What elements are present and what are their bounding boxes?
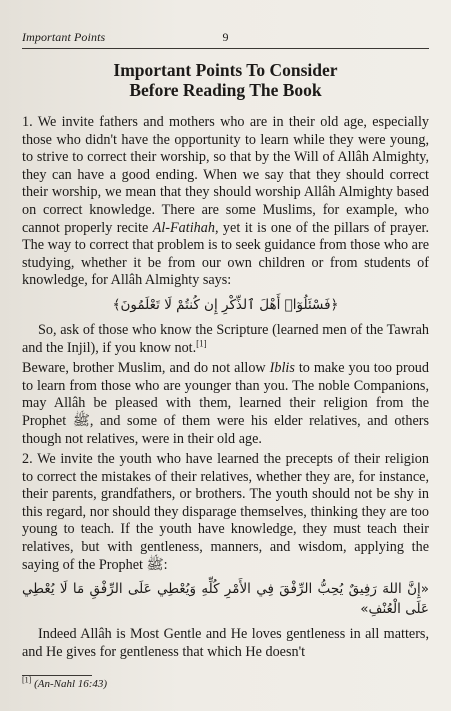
emphasis-iblis: Iblis bbox=[269, 360, 295, 377]
footnote-divider bbox=[22, 675, 92, 676]
paragraph-beware: Beware, brother Muslim, and do not allow Iblis to make you too proud to learn from those who are younger than you. The noble Companions, may Allâh be pleased with them, learned their religion from the Prophet ﷺ, and some of them were his elder relatives, and others though not relatives, were in their old age. bbox=[22, 360, 429, 447]
verse-translation: So, ask of those who know the Scripture (learned men of the Tawrah and the Injil), if you know not.[1] bbox=[22, 321, 429, 356]
footnote-number: [1] bbox=[22, 675, 32, 685]
running-head-title: Important Points bbox=[22, 30, 106, 44]
arabic-hadith: «إِنَّ اللهَ رَفِيقٌ يُحِبُّ الرِّفْقَ فِي الأَمْرِ كُلِّهِ وَيُعْطِي عَلَى الرِّفْقِ مَا لَا يُعْطِي عَلَى الْعُنْفِ» bbox=[22, 581, 429, 618]
running-head bbox=[22, 30, 429, 49]
footnote-text: (An-Nahl 16:43) bbox=[34, 678, 108, 690]
page-number: 9 bbox=[222, 30, 229, 44]
footnote-reference[interactable]: [1] bbox=[196, 337, 207, 348]
arabic-verse-quran: ﴿فَسْئَلُوٓا۟ أَهْلَ ٱلذِّكْرِ إِن كُنتُمْ لَا تَعْلَمُونَ﴾ bbox=[112, 296, 339, 313]
chapter-title-line-1: Important Points To Consider bbox=[113, 60, 338, 80]
chapter-title bbox=[22, 60, 429, 100]
emphasis-al-fatihah: Al-Fatihah bbox=[152, 219, 215, 236]
paragraph-point-2: 2. We invite the youth who have learned the precepts of their religion to correct the mistakes of their relatives, whether they are, for instance, their parents, grandfathers, or brothers. The youth should not be shy in this regard, nor should they disparage themselves, thinking they are too young to teach. If the youth have knowledge, they must teach their relatives, but with gentleness, manners, and wisdom, applying the saying of the Prophet ﷺ: bbox=[22, 451, 429, 573]
footnote bbox=[22, 675, 429, 690]
hadith-translation: Indeed Allâh is Most Gentle and He loves gentleness in all matters, and He gives for gentleness that which He doesn't bbox=[22, 626, 429, 660]
body-text bbox=[22, 114, 429, 661]
chapter-title-line-2: Before Reading The Book bbox=[129, 80, 322, 100]
paragraph-point-1: 1. We invite fathers and mothers who are in their old age, especially those who didn't have the opportunity to learn while they were young, to strive to correct their worship, so that by the Will of Allâh Almighty, they can have a good ending. When we say that they should correct their worship, we mean that they should worship Allâh Almighty based on correct knowledge. There are some Muslims, for example, who cannot properly recite Al-Fatihah, yet it is one of the pillars of prayer. The way to correct that problem is to seek guidance from those who are studying, whether it be from our own children or from students of knowledge, for Allâh Almighty says: bbox=[22, 114, 429, 289]
